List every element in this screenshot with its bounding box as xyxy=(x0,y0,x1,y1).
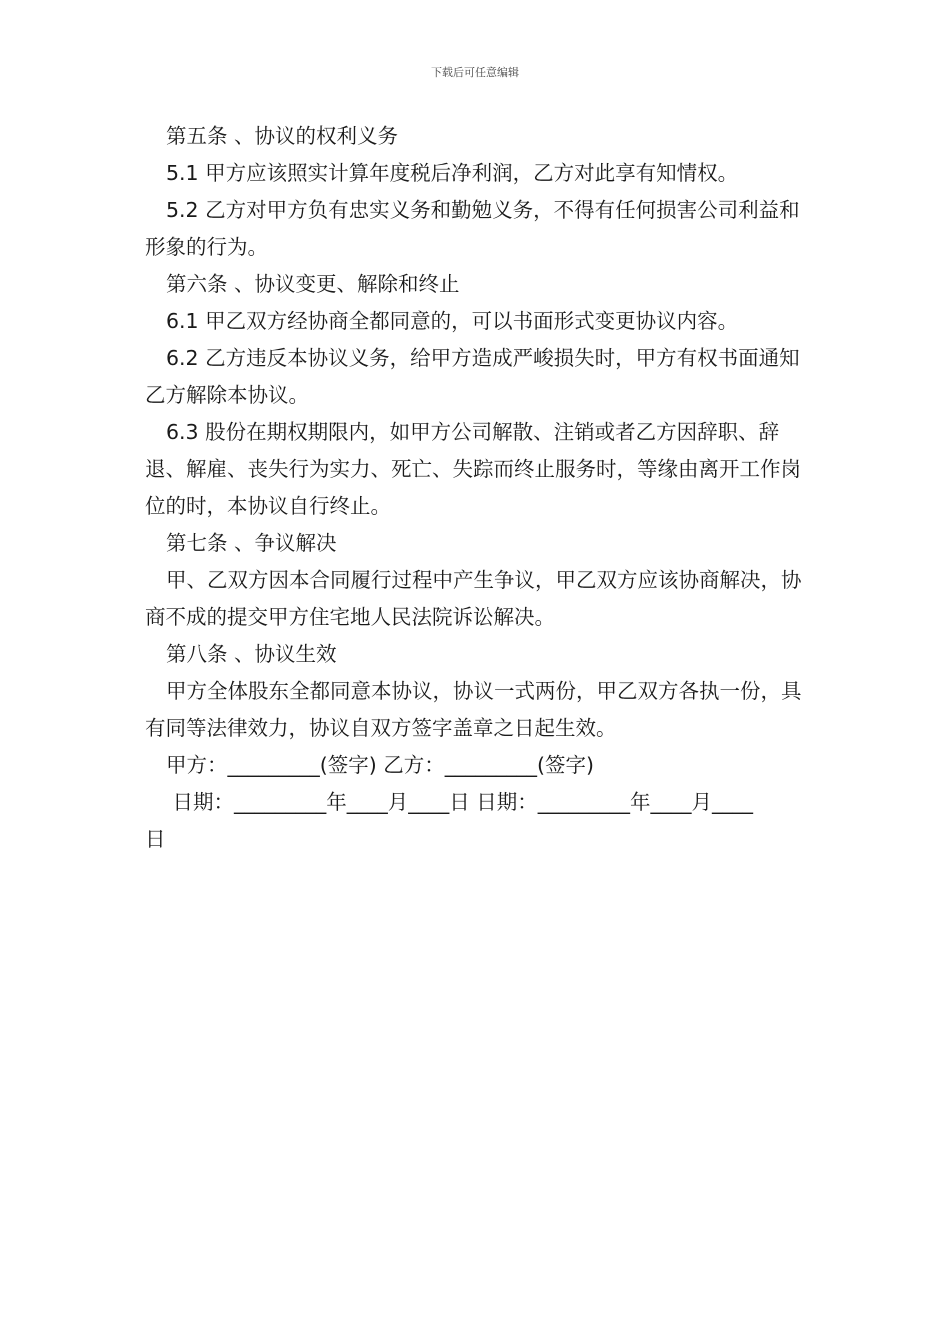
clause-5-2: 5.2 乙方对甲方负有忠实义务和勤勉义务，不得有任何损害公司利益和形象的行为。 xyxy=(145,198,800,259)
clause-6-3: 6.3 股份在期权期限内，如甲方公司解散、注销或者乙方因辞职、辞退、解雇、丧失行为实力、死亡、失踪而终止服务时，等缘由离开工作岗位的时，本协议自行终止。 xyxy=(145,420,801,518)
section-heading-8: 第八条 、协议生效 xyxy=(166,642,337,666)
page-header: 下载后可任意编辑 xyxy=(431,66,519,79)
clause-6-1: 6.1 甲乙双方经协商全都同意的，可以书面形式变更协议内容。 xyxy=(166,309,739,333)
clause-5-1: 5.1 甲方应该照实计算年度税后净利润，乙方对此享有知情权。 xyxy=(166,161,739,185)
date-line: 日期：_________年____月____日 日期：_________年____月____ xyxy=(166,790,754,814)
dispute-resolution-text: 甲、乙双方因本合同履行过程中产生争议，甲乙双方应该协商解决，协商不成的提交甲方住宅地人民法院诉讼解决。 xyxy=(145,568,802,629)
section-heading-5: 第五条 、协议的权利义务 xyxy=(166,124,399,148)
clause-6-2: 6.2 乙方违反本协议义务，给甲方造成严峻损失时，甲方有权书面通知乙方解除本协议。 xyxy=(145,346,800,407)
section-heading-6: 第六条 、协议变更、解除和终止 xyxy=(166,272,460,296)
date-line-continuation: 日 xyxy=(145,827,166,851)
section-heading-7: 第七条 、争议解决 xyxy=(166,531,337,555)
document-body xyxy=(145,118,809,858)
signature-line: 甲方：_________(签字) 乙方：_________(签字) xyxy=(166,753,595,777)
effectiveness-text: 甲方全体股东全都同意本协议，协议一式两份，甲乙双方各执一份，具有同等法律效力，协议自双方签字盖章之日起生效。 xyxy=(145,679,802,740)
